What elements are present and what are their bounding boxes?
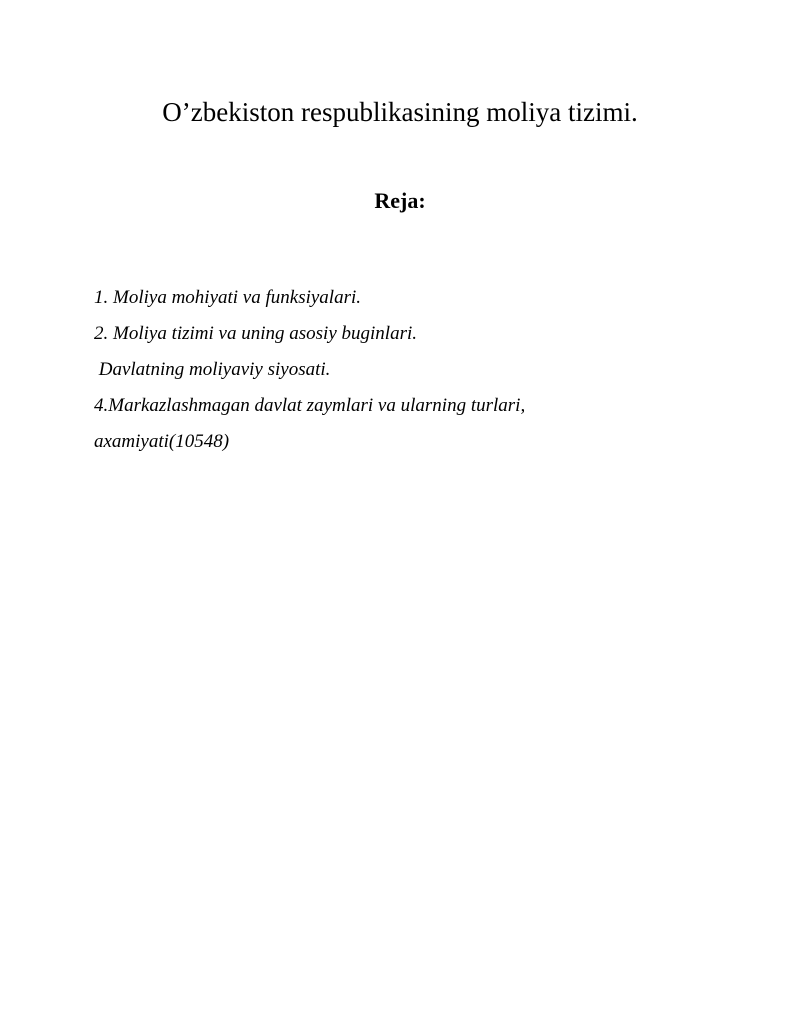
plan-item: axamiyati(10548)	[94, 431, 230, 452]
plan-item: 2. Moliya tizimi va uning asosiy buginlari.	[94, 323, 417, 344]
plan-item: 1. Moliya mohiyati va funksiyalari.	[94, 287, 362, 308]
document-title: O’zbekiston respublikasining moliya tizimi.	[162, 97, 638, 127]
plan-list	[94, 280, 734, 460]
plan-item: 4.Markazlashmagan davlat zaymlari va ularning turlari,	[94, 395, 526, 416]
plan-heading: Reja:	[374, 188, 426, 213]
plan-item: Davlatning moliyaviy siyosati.	[94, 359, 331, 380]
